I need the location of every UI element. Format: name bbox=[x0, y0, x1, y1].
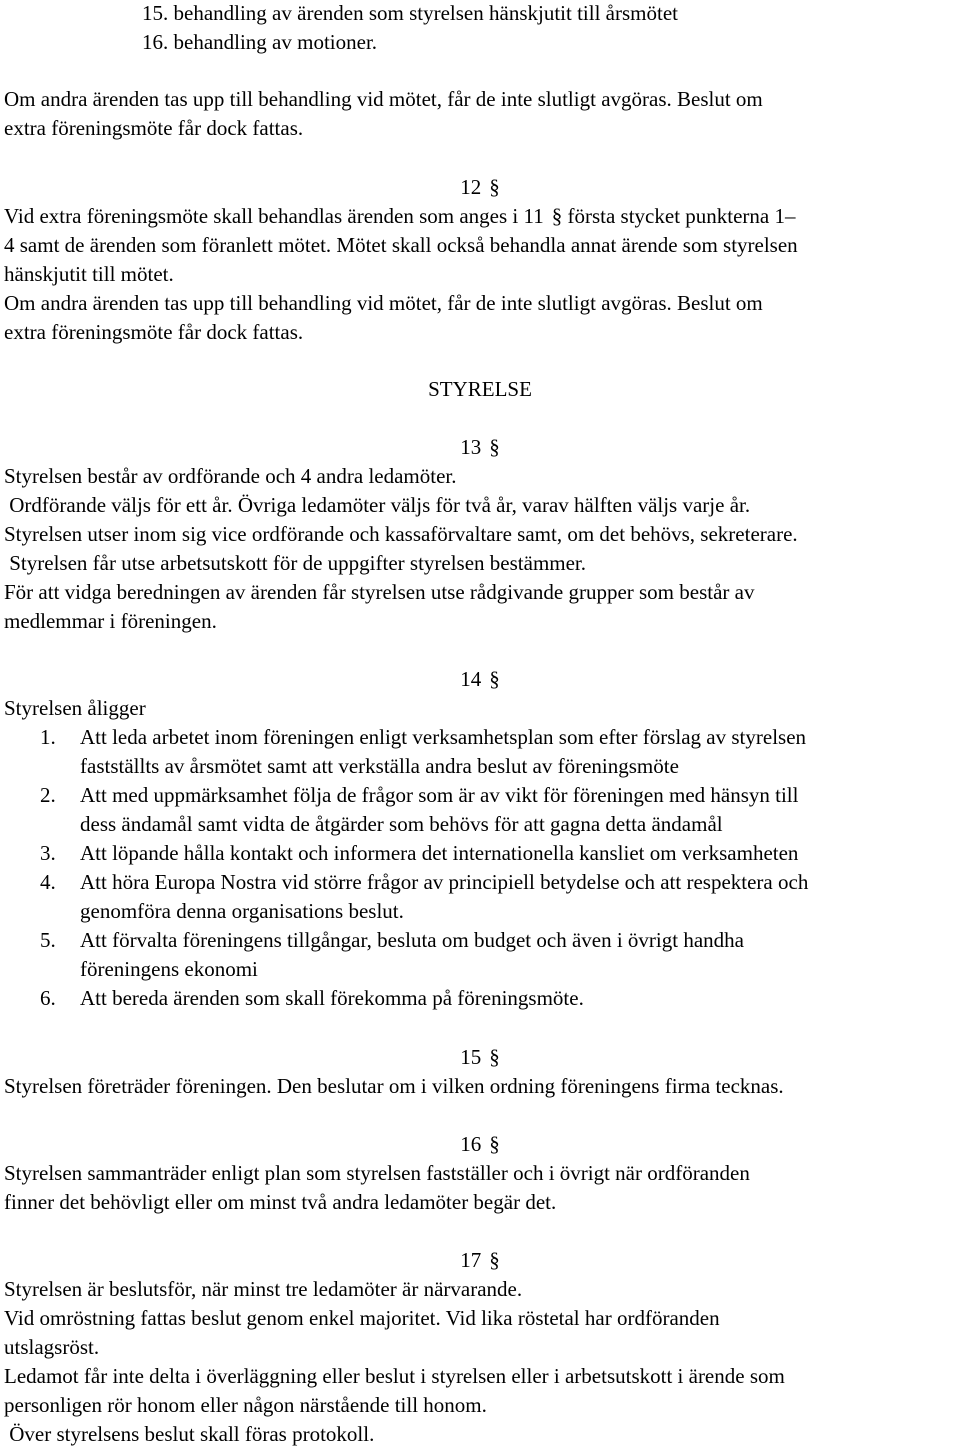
paragraph-line: extra föreningsmöte får dock fattas. bbox=[4, 320, 304, 344]
list-item: Att med uppmärksamhet följa de frågor som är av vikt för föreningen med hänsyn till bbox=[80, 783, 799, 807]
list-item: Att förvalta föreningens tillgångar, besluta om budget och även i övrigt handha bbox=[80, 928, 744, 952]
paragraph-line: Styrelsen utser inom sig vice ordförande och kassaförvaltare samt, om det behövs, sekreterare. bbox=[4, 522, 798, 546]
section-heading-15: 15 § bbox=[460, 1045, 500, 1069]
paragraph-line: medlemmar i föreningen. bbox=[4, 609, 217, 633]
paragraph-line: Vid omröstning fattas beslut genom enkel majoritet. Vid lika röstetal har ordföranden bbox=[4, 1306, 720, 1330]
section-symbol: § bbox=[489, 667, 500, 691]
section-heading-16: 16 § bbox=[460, 1132, 500, 1156]
list-item-16: 16. behandling av motioner. bbox=[142, 30, 378, 54]
paragraph-line: Över styrelsens beslut skall föras protokoll. bbox=[4, 1422, 375, 1446]
list-item: Att höra Europa Nostra vid större frågor av principiell betydelse och att respektera och bbox=[80, 870, 809, 894]
list-number: 4. bbox=[40, 870, 56, 894]
list-item: föreningens ekonomi bbox=[80, 957, 258, 981]
paragraph-line: finner det behövligt eller om minst två andra ledamöter begär det. bbox=[4, 1190, 557, 1214]
paragraph-line: Ordförande väljs för ett år. Övriga ledamöter väljs för två år, varav hälften väljs varje år. bbox=[4, 493, 751, 517]
list-item: genomföra denna organisations beslut. bbox=[80, 899, 404, 923]
list-number: 5. bbox=[40, 928, 56, 952]
list-number: 1. bbox=[40, 725, 56, 749]
paragraph-line: Styrelsen får utse arbetsutskott för de uppgifter styrelsen bestämmer. bbox=[4, 551, 587, 575]
paragraph-line: hänskjutit till mötet. bbox=[4, 262, 174, 286]
section-heading-13: 13 § bbox=[460, 435, 500, 459]
paragraph-line: Styrelsen åligger bbox=[4, 696, 146, 720]
paragraph-line: Styrelsen består av ordförande och 4 andra ledamöter. bbox=[4, 464, 457, 488]
paragraph-line: Styrelsen är beslutsför, när minst tre ledamöter är närvarande. bbox=[4, 1277, 523, 1301]
list-item: Att bereda ärenden som skall förekomma på föreningsmöte. bbox=[80, 986, 584, 1010]
paragraph-line: Om andra ärenden tas upp till behandling vid mötet, får de inte slutligt avgöras. Beslut om bbox=[4, 87, 763, 111]
section-symbol: § bbox=[489, 1045, 500, 1069]
list-item: fastställts av årsmötet samt att verkställa andra beslut av föreningsmöte bbox=[80, 754, 679, 778]
list-number: 2. bbox=[40, 783, 56, 807]
chapter-heading: STYRELSE bbox=[428, 377, 532, 401]
list-number: 3. bbox=[40, 841, 56, 865]
list-item-15: 15. behandling av ärenden som styrelsen hänskjutit till årsmötet bbox=[142, 1, 678, 25]
section-heading-12: 12 § bbox=[460, 175, 500, 199]
list-item: dess ändamål samt vidta de åtgärder som behövs för att gagna detta ändamål bbox=[80, 812, 723, 836]
section-symbol: § bbox=[489, 1248, 500, 1272]
section-symbol: § bbox=[489, 1132, 500, 1156]
paragraph-line: utslagsröst. bbox=[4, 1335, 100, 1359]
paragraph-line: Ledamot får inte delta i överläggning eller beslut i styrelsen eller i arbetsutskott i ärende som bbox=[4, 1364, 785, 1388]
paragraph-line: Om andra ärenden tas upp till behandling vid mötet, får de inte slutligt avgöras. Beslut om bbox=[4, 291, 763, 315]
section-heading-14: 14 § bbox=[460, 667, 500, 691]
section-symbol: § bbox=[489, 175, 500, 199]
paragraph-line: 4 samt de ärenden som föranlett mötet. Mötet skall också behandla annat ärende som styrelsen bbox=[4, 233, 798, 257]
section-symbol: § bbox=[551, 204, 563, 228]
section-heading-17: 17 § bbox=[460, 1248, 500, 1272]
list-item: Att löpande hålla kontakt och informera det internationella kansliet om verksamheten bbox=[80, 841, 799, 865]
paragraph-line: För att vidga beredningen av ärenden får styrelsen utse rådgivande grupper som består av bbox=[4, 580, 755, 604]
paragraph-line: extra föreningsmöte får dock fattas. bbox=[4, 116, 304, 140]
list-number: 6. bbox=[40, 986, 56, 1010]
paragraph-line: Vid extra föreningsmöte skall behandlas ärenden som anges i 11 § första stycket punkterna 1– bbox=[4, 204, 796, 228]
paragraph-line: Styrelsen sammanträder enligt plan som styrelsen fastställer och i övrigt när ordföranden bbox=[4, 1161, 750, 1185]
paragraph-line: Styrelsen företräder föreningen. Den beslutar om i vilken ordning föreningens firma tecknas. bbox=[4, 1074, 784, 1098]
list-item: Att leda arbetet inom föreningen enligt verksamhetsplan som efter förslag av styrelsen bbox=[80, 725, 807, 749]
paragraph-line: personligen rör honom eller någon närstående till honom. bbox=[4, 1393, 487, 1417]
section-symbol: § bbox=[489, 435, 500, 459]
